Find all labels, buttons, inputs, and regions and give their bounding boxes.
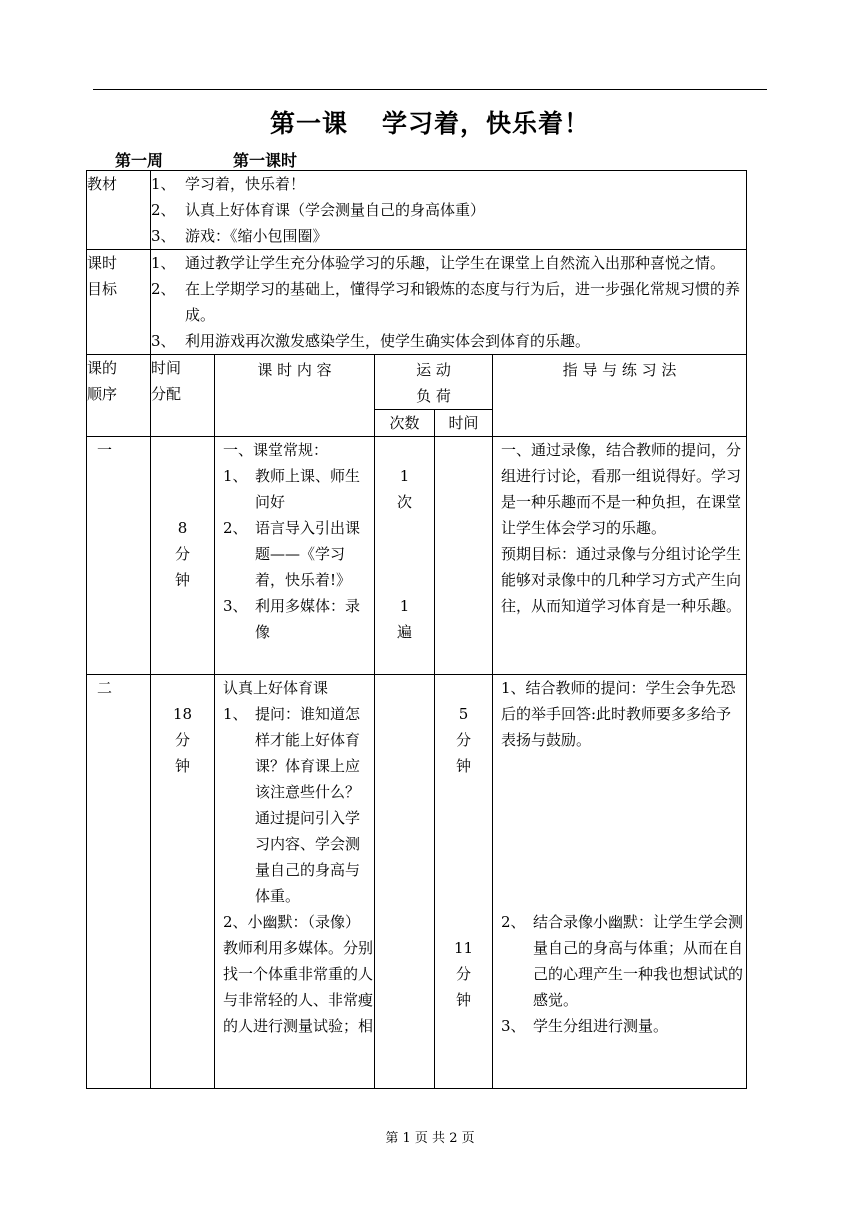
section2-time: 18 分 钟 (151, 675, 215, 1089)
objectives-list (151, 250, 747, 355)
column-order: 课的 顺序 (87, 355, 151, 437)
materials-row (87, 171, 747, 250)
section1-method: 一、通过录像，结合教师的提问，分组进行讨论，看那一组说得好。学习是一种乐趣而不是一种负担，在课堂让学生体会学习的乐趣。 预期目标：通过录像与分组讨论学生能够对录像中的几种学习方式产生向往，从而知道学习体育是一种乐趣。 (493, 437, 747, 675)
column-duration: 时间 (435, 410, 493, 437)
section1-order: 一 (87, 437, 151, 675)
section1-count: 1 次 1 遍 (375, 437, 435, 675)
section1-duration (435, 437, 493, 675)
objectives-label: 课时 目标 (87, 250, 151, 355)
section2-duration: 5 分 钟 11 分 钟 (435, 675, 493, 1089)
list-item: 1、 学习着，快乐着！ (151, 175, 306, 193)
column-content: 课 时 内 容 (215, 355, 375, 437)
title-lesson-name: 学习着，快乐着！ (382, 109, 591, 138)
column-load: 运 动 负 荷 (375, 355, 493, 410)
section2-order: 二 (87, 675, 151, 1089)
list-item: 1、 通过教学让学生充分体验学习的乐趣，让学生在课堂上自然流入出那种喜悦之情。 (151, 254, 726, 272)
list-item: 1、 提问：谁知道怎样才能上好体育课？体育课上应该注意些什么？通过提问引入学习内容、学会测量自己的身高与体重。 (223, 705, 361, 905)
period-label: 第一课时 (233, 151, 298, 170)
title-lesson-number: 第一课 (269, 109, 348, 138)
materials-list (151, 171, 747, 250)
section2-row (87, 675, 747, 1089)
page-title (0, 104, 860, 140)
page-footer: 第 1 页 共 2 页 (385, 1131, 475, 1146)
header-rule (93, 89, 767, 90)
column-header-row (87, 355, 747, 410)
section1-row (87, 437, 747, 675)
list-item: 2、 语言导入引出课题——《学习着，快乐着!》 (223, 519, 361, 589)
section1-content: 一、课堂常规： 1、 教师上课、师生问好 2、 语言导入引出课题——《学习着，快乐着!》 3、 利用多媒体：录像 (215, 437, 375, 675)
list-item: 3、 利用游戏再次激发感染学生，使学生确实体会到体育的乐趣。 (151, 332, 591, 350)
list-item: 3、 游戏：《缩小包围圈》 (151, 227, 328, 245)
objectives-row (87, 250, 747, 355)
section2-method: 1、结合教师的提问：学生会争先恐后的举手回答:此时教师要多多给予表扬与鼓励。 2、 结合录像小幽默：让学生学会测量自己的身高与体重；从而在自己的心理产生一种我也想试试的感觉。 3、 学生分组进行测量。 (493, 675, 747, 1089)
column-count: 次数 (375, 410, 435, 437)
list-item: 2、 认真上好体育课（学会测量自己的身高体重） (151, 201, 486, 219)
week-label: 第一周 (115, 151, 164, 170)
column-time: 时间 分配 (151, 355, 215, 437)
section1-time: 8 分 钟 (151, 437, 215, 675)
section2-count (375, 675, 435, 1089)
materials-label: 教材 (87, 171, 151, 250)
section2-content: 认真上好体育课 1、 提问：谁知道怎样才能上好体育课？体育课上应该注意些什么？通过提问引入学习内容、学会测量自己的身高与体重。 2、小幽默：（录像）教师利用多媒体。分别找一个体重非常重的人与非常轻的人、非常瘦的人进行测量试验；相 (215, 675, 375, 1089)
list-item: 3、 学生分组进行测量。 (501, 1017, 669, 1035)
list-item: 2、 结合录像小幽默：让学生学会测量自己的身高与体重；从而在自己的心理产生一种我也想试试的感觉。 (501, 913, 744, 1009)
list-item: 3、 利用多媒体：录像 (223, 597, 361, 641)
lesson-plan-table (86, 170, 747, 1089)
list-item: 2、 在上学期学习的基础上，懂得学习和锻炼的态度与行为后，进一步强化常规习惯的养成。 (151, 280, 741, 324)
column-method: 指 导 与 练 习 法 (493, 355, 747, 437)
list-item: 1、 教师上课、师生问好 (223, 467, 361, 511)
